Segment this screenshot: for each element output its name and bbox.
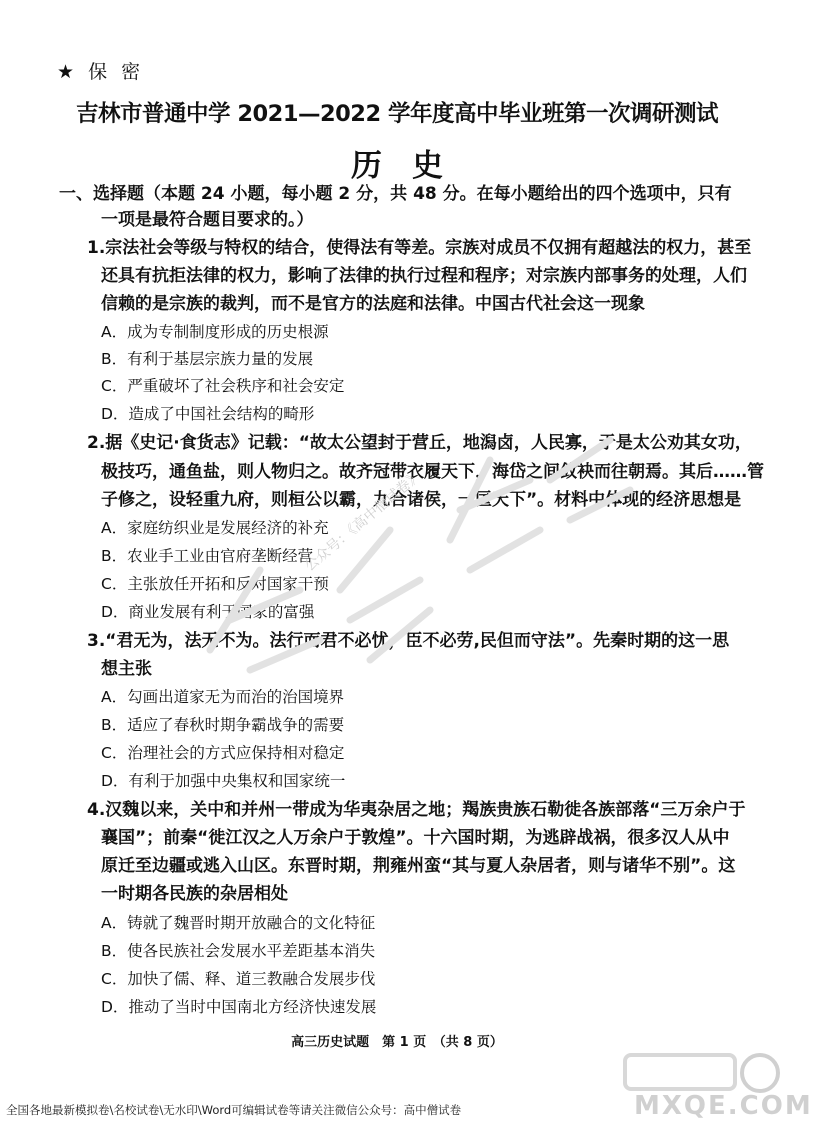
q4-stem-line-4: 一时期各民族的杂居相处 — [101, 884, 288, 904]
q4-option-d: D．推动了当时中国南北方经济快速发展 — [101, 998, 377, 1016]
q4-stem-line-1: 4.汉魏以来，关中和并州一带成为华夷杂居之地；羯族贵族石勒徙各族部落“三万余户于 — [87, 800, 746, 820]
exam-title: 吉林市普通中学 2021—2022 学年度高中毕业班第一次调研测试 — [76, 101, 718, 127]
subject-title: 历史 — [351, 148, 473, 184]
q2-stem-line-1: 2.据《史记·食货志》记载：“故太公望封于营丘，地潟卤，人民寡，于是太公劝其女功， — [87, 433, 752, 453]
watermark-text: 公众号：《高中僧试卷》 — [301, 467, 425, 575]
site-logo — [610, 1045, 813, 1121]
q2-stem-line-3: 子修之，设轻重九府，则桓公以霸，九合诸侯，一匡天下”。材料中体现的经济思想是 — [101, 490, 742, 510]
q2-option-d: D．商业发展有利于国家的富强 — [101, 603, 315, 621]
q4-option-a: A．铸就了魏晋时期开放融合的文化特征 — [101, 914, 376, 932]
q3-option-d: D．有利于加强中央集权和国家统一 — [101, 772, 346, 790]
bottom-notice: 全国各地最新模拟卷\名校试卷\无水印\Word可编辑试卷等请关注微信公众号：高中僧试卷 — [6, 1103, 462, 1117]
q1-stem-line-1: 1.宗法社会等级与特权的结合，使得法有等差。宗族对成员不仅拥有超越法的权力，甚至 — [87, 238, 752, 258]
q1-stem-line-2: 还具有抗拒法律的权力，影响了法律的执行过程和程序；对宗族内部事务的处理，人们 — [101, 266, 747, 286]
q3-option-b: B．适应了春秋时期争霸战争的需要 — [101, 716, 345, 734]
q2-option-c: C．主张放任开拓和反对国家干预 — [101, 575, 329, 593]
q4-option-b: B．使各民族社会发展水平差距基本消失 — [101, 942, 376, 960]
confidential-text: 保 密 — [88, 61, 145, 83]
q4-option-c: C．加快了儒、释、道三教融合发展步伐 — [101, 970, 376, 988]
q4-stem-line-2: 襄国”；前秦“徙江汉之人万余户于敦煌”。十六国时期，为逃辟战祸，很多汉人从中 — [101, 828, 730, 848]
confidential-label — [57, 57, 144, 84]
section-heading-line-1: 一、选择题（本题 24 小题，每小题 2 分，共 48 分。在每小题给出的四个选项中，只有 — [59, 184, 732, 204]
star-icon: ★ — [57, 61, 79, 83]
section-heading-line-2: 一项是最符合题目要求的。） — [101, 210, 314, 230]
q3-option-a: A．勾画出道家无为而治的治国境界 — [101, 688, 345, 706]
q2-stem-line-2: 极技巧，通鱼盐，则人物归之。故齐冠带衣履天下，海岱之间敛袂而往朝焉。其后……管 — [101, 462, 764, 482]
q1-option-d: D．造成了中国社会结构的畸形 — [101, 405, 315, 423]
q3-stem-line-2: 想主张 — [101, 659, 152, 679]
page-footer: 高三历史试题 第 1 页 （共 8 页） — [291, 1035, 503, 1050]
q1-option-a: A．成为专制制度形成的历史根源 — [101, 323, 329, 341]
q3-stem-line-1: 3.“君无为，法无不为。法行而君不必忧，臣不必劳,民但而守法”。先秦时期的这一思 — [87, 631, 730, 651]
logo-text: MXQE.COM — [634, 1091, 813, 1121]
q1-option-b: B．有利于基层宗族力量的发展 — [101, 350, 314, 368]
q1-option-c: C．严重破坏了社会秩序和社会安定 — [101, 377, 345, 395]
q3-option-c: C．治理社会的方式应保持相对稳定 — [101, 744, 345, 762]
q4-stem-line-3: 原迁至边疆或逃入山区。东晋时期，荆雍州蛮“其与夏人杂居者，则与诸华不别”。这 — [101, 856, 736, 876]
q2-option-a: A．家庭纺织业是发展经济的补充 — [101, 519, 329, 537]
q1-stem-line-3: 信赖的是宗族的裁判，而不是官方的法庭和法律。中国古代社会这一现象 — [101, 294, 645, 314]
q2-option-b: B．农业手工业由官府垄断经营 — [101, 547, 314, 565]
